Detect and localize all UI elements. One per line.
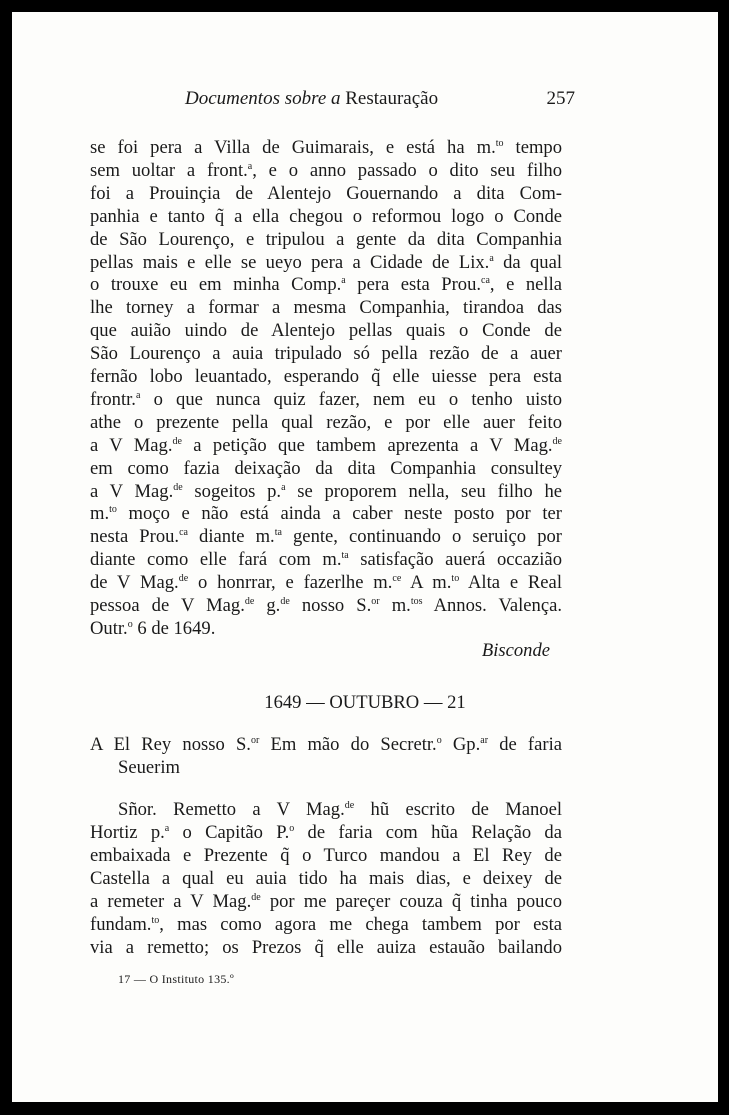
letter-1-line: pellas mais e elle se ueyo pera a Cidade de Lix.$^a$ da qual <box>90 251 562 273</box>
letter-1-line: diante como elle fará com m.$^{ta}$ satisfação auerá occazião <box>90 549 562 571</box>
letter-1-line: Outr.$^o$ 6 de 1649. <box>90 617 216 639</box>
letter-2-line: Castella a qual eu auia tido ha mais dias, e deixey de <box>90 868 562 889</box>
running-head <box>185 88 575 114</box>
letter-1-line: a V Mag.$^{de}$ a petição que tambem aprezenta a V Mag.$^{de}$ <box>90 434 562 456</box>
letter-1-line: fernão lobo leuantado, esperando q̃ elle uiesse pera esta <box>90 366 562 387</box>
letter-1-line: frontr.$^a$ o que nunca quiz fazer, nem eu o tenho uisto <box>90 388 562 410</box>
page-number: 257 <box>546 88 575 109</box>
address-line: Seuerim <box>118 757 180 778</box>
letter-1-line: São Lourenço a auia tripulado só pella rezão de a auer <box>90 343 562 365</box>
letter-1-line: nesta Prou.$^{ca}$ diante m.$^{ta}$ gente, continuando o seruiço por <box>90 526 562 548</box>
letter-1-line: em como fazia deixação da dita Companhia consultey <box>90 457 562 479</box>
letter-1-line: de V Mag.$^{de}$ o honrrar, e fazerlhe m.$^{ce}$ A m.$^{to}$ Alta e Real <box>90 572 562 594</box>
letter-1-line: de São Lourenço, e tripulou a gente da dita Companhia <box>90 228 562 250</box>
letter-2-line: via a remetto; os Prezos q̃ elle auiza estauão bailando <box>90 937 562 958</box>
signature-mark-footnote: 17 — O Instituto 135.º <box>118 972 234 986</box>
date-heading: 1649 — OUTUBRO — 21 <box>264 692 466 713</box>
letter-2-line: Hortiz p.$^a$ o Capitão P.$^o$ de faria com hũa Relação da <box>90 822 562 843</box>
letter-2-line: a remeter a V Mag.$^{de}$ por me pareçer couza q̃ tinha pouco <box>90 891 563 912</box>
signature: Bisconde <box>481 640 550 661</box>
letter-1-line: pessoa de V Mag.$^{de}$ g.$^{de}$ nosso S.$^{or}$ m.$^{tos}$ Annos. Valença. <box>90 595 562 616</box>
letter-2-line: embaixada e Prezente q̃ o Turco mandou a El Rey de <box>90 845 562 866</box>
book-page <box>12 12 718 1102</box>
letter-1-line: lhe torney a formar a mesma Companhia, tirandoa das <box>90 297 562 319</box>
letter-1-line: a V Mag.$^{de}$ sogeitos p.$^a$ se proporem nella, seu filho he <box>90 480 562 502</box>
letter-1-line: m.$^{to}$ moço e não está ainda a caber neste posto por ter <box>90 503 562 525</box>
address-line: A El Rey nosso S.$^{or}$ Em mão do Secretr.$^o$ Gp.$^{ar}$ de faria <box>90 734 562 755</box>
letter-2-line: Sñor. Remetto a V Mag.$^{de}$ hũ escrito de Manoel <box>118 799 562 820</box>
letter-1-line: o trouxe eu em minha Comp.$^a$ pera esta Prou.$^{ca}$, e nella <box>90 274 562 296</box>
letter-1-line: panhia e tanto q̃ a ella chegou o reformou logo o Conde <box>90 205 562 227</box>
running-head-title <box>185 88 438 110</box>
letter-1-line: se foi pera a Villa de Guimarais, e está ha m.$^{to}$ tempo <box>90 137 563 158</box>
letter-1-line: sem uoltar a front.$^a$, e o anno passado o dito seu filho <box>90 159 562 181</box>
letter-1-line: que auião uindo de Alentejo pellas quais o Conde de <box>90 320 562 342</box>
letter-1-line: foi a Prouinçia de Alentejo Gouernando a dita Com- <box>90 182 562 204</box>
letter-2-line: fundam.$^{to}$, mas como agora me chega tambem por esta <box>90 914 562 935</box>
running-head-title-italic: Documentos sobre a <box>185 88 341 109</box>
running-head-title-plain: Restauração <box>345 88 439 109</box>
letter-1-line: athe o prezente pella qual rezão, e por elle auer feito <box>90 411 562 433</box>
